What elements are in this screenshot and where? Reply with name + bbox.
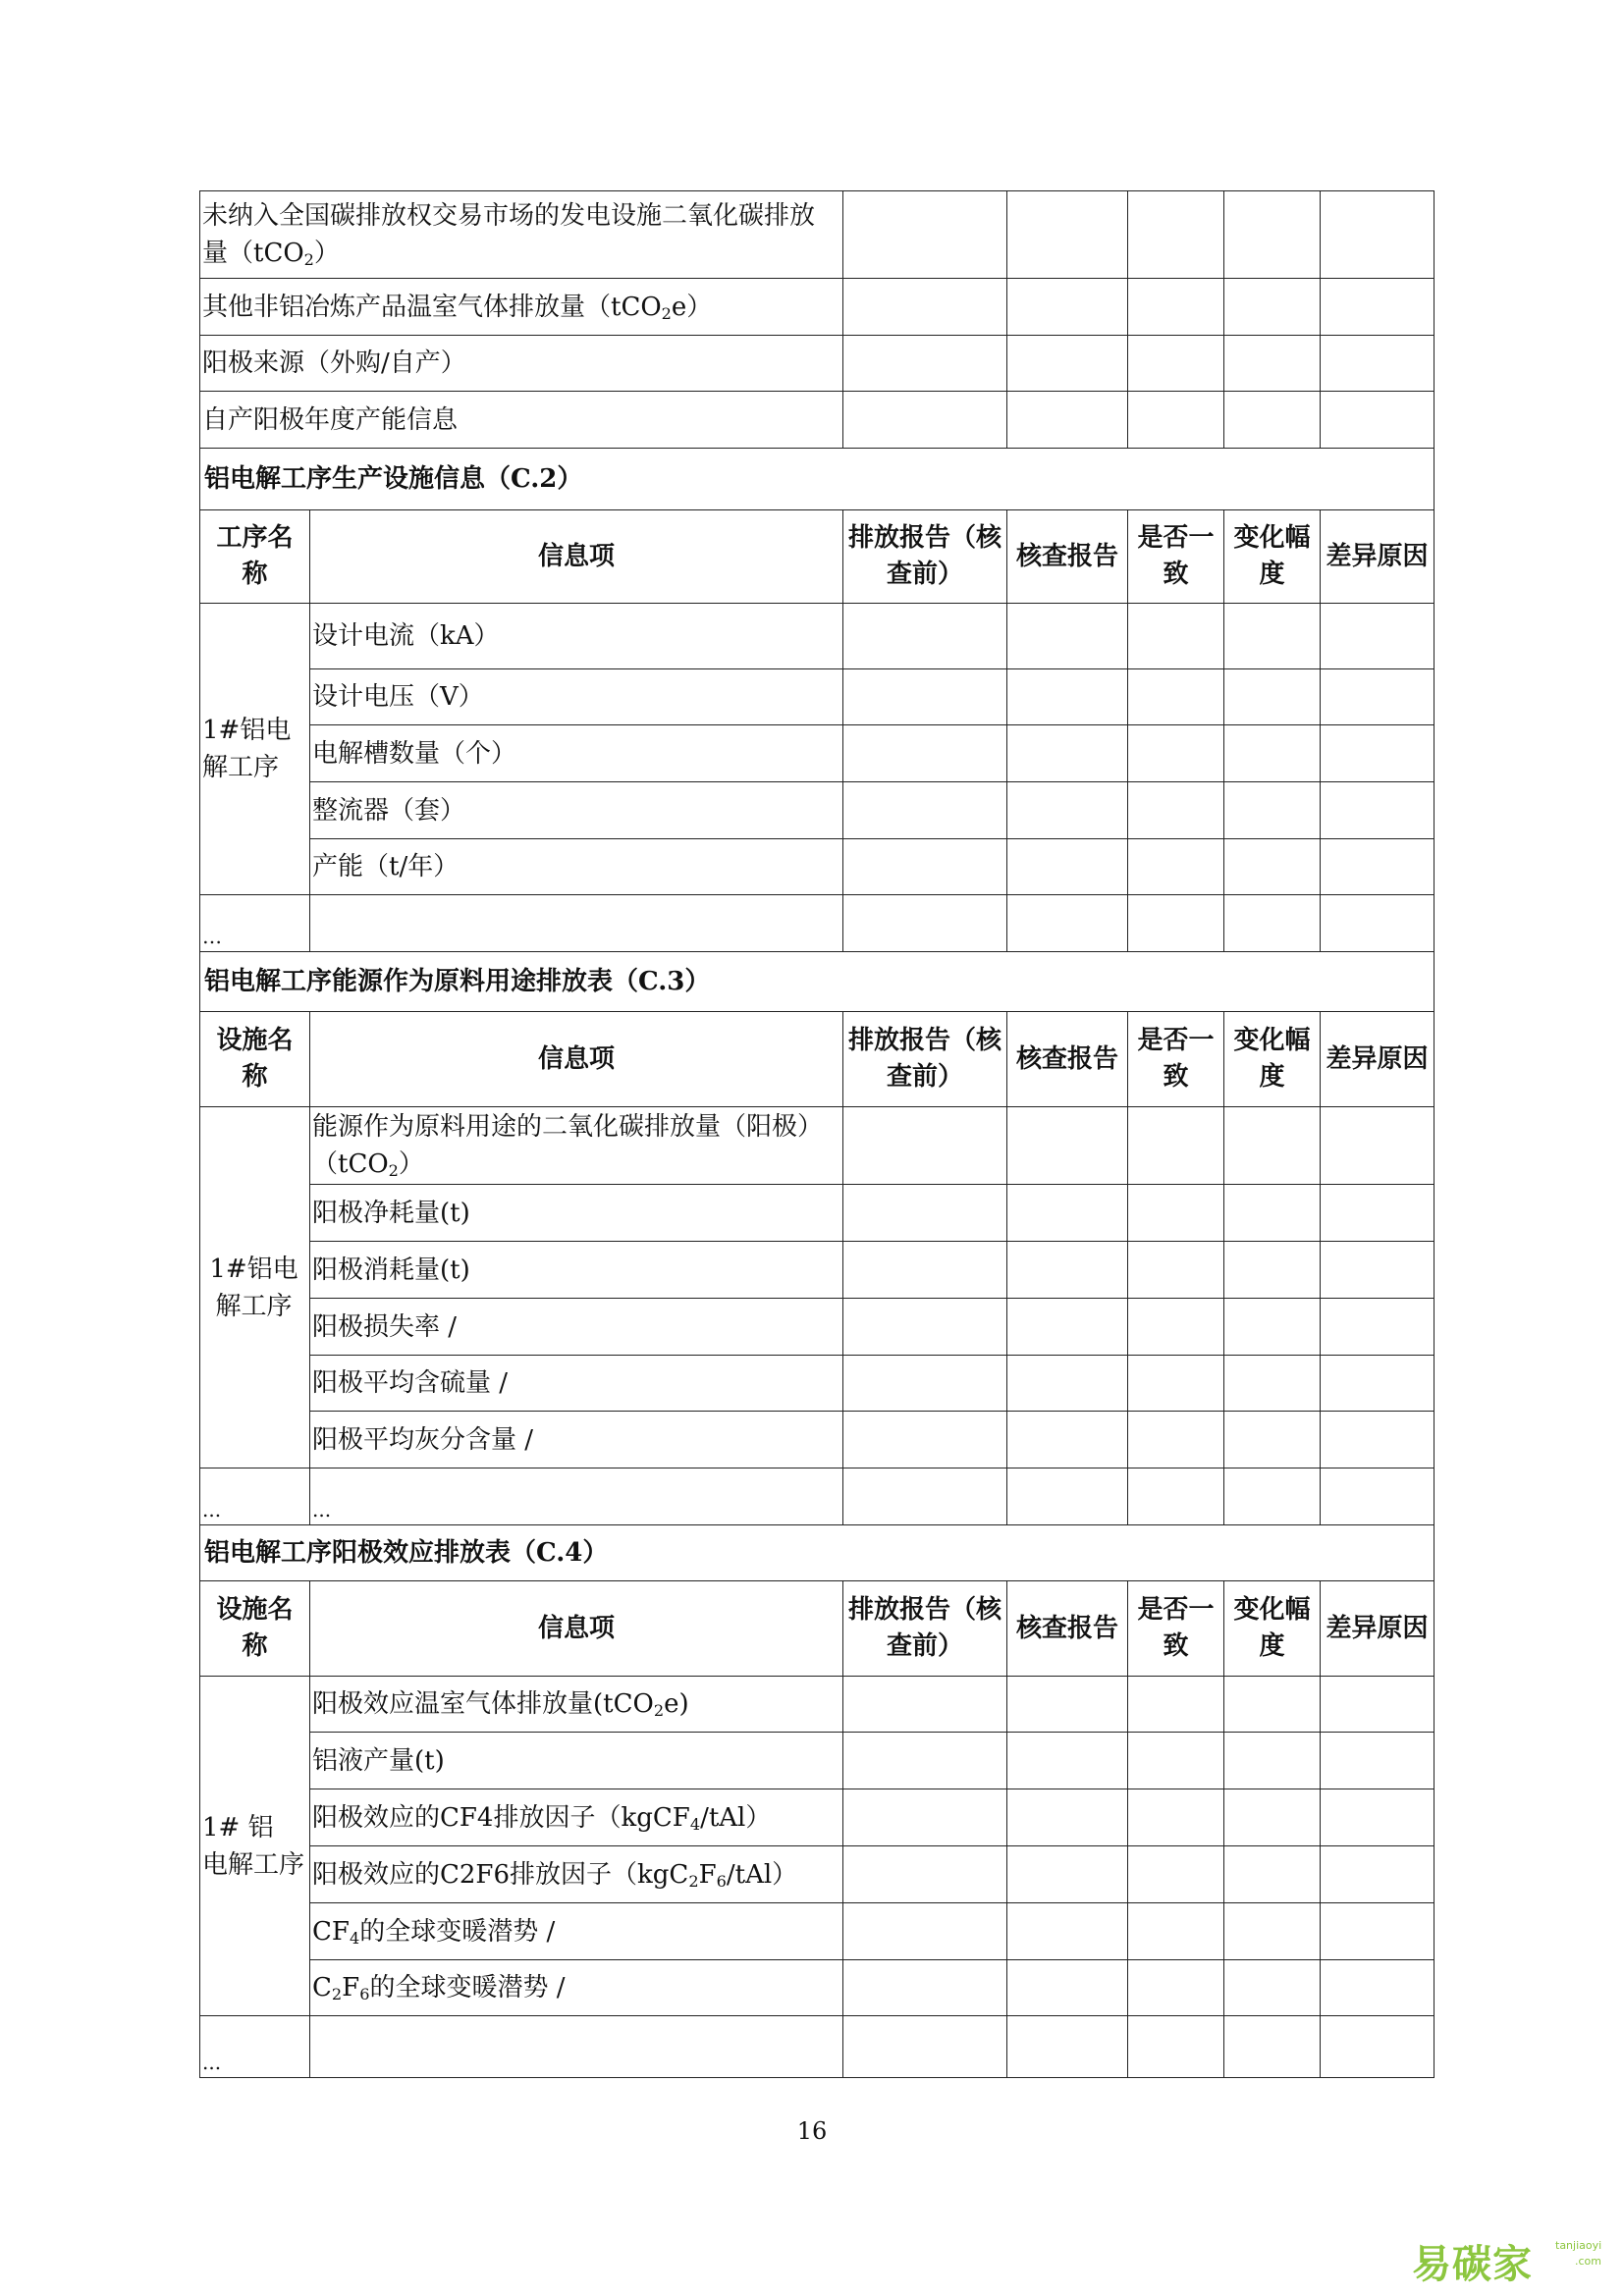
section-title-row: [200, 952, 1435, 1012]
difference-reason-cell[interactable]: [1321, 782, 1435, 839]
difference-reason-cell[interactable]: [1321, 1412, 1435, 1468]
info-item-cell[interactable]: [310, 2016, 843, 2078]
emission-report-cell[interactable]: [843, 1299, 1007, 1356]
difference-reason-cell[interactable]: [1321, 2016, 1435, 2078]
emission-report-cell[interactable]: [843, 895, 1007, 952]
header-info-item: 信息项: [310, 1012, 843, 1107]
emission-report-cell[interactable]: [843, 1107, 1007, 1185]
table-row: [200, 1412, 1435, 1468]
verification-report-cell[interactable]: [1007, 1412, 1128, 1468]
header-row: [200, 510, 1435, 604]
info-item-cell: $CF_4$的全球变暖潜势 /: [310, 1903, 843, 1960]
ellipsis-cell: ...: [200, 2016, 310, 2078]
table-row: [200, 1242, 1435, 1299]
table-row: [200, 336, 1435, 392]
emission-report-cell[interactable]: [843, 336, 1007, 392]
ellipsis-cell: …: [200, 895, 310, 952]
header-difference-reason: 差异原因: [1321, 1581, 1435, 1677]
verification-report-cell[interactable]: [1007, 895, 1128, 952]
change-range-cell[interactable]: [1224, 1107, 1321, 1185]
header-facility: 设施名称: [200, 1581, 310, 1677]
emission-report-cell[interactable]: [843, 1789, 1007, 1846]
consistent-cell[interactable]: [1128, 1733, 1224, 1789]
verification-report-cell[interactable]: [1007, 336, 1128, 392]
change-range-cell[interactable]: [1224, 279, 1321, 336]
header-emission-report: 排放报告（核查前）: [843, 1012, 1007, 1107]
consistent-cell[interactable]: [1128, 725, 1224, 782]
difference-reason-cell[interactable]: [1321, 669, 1435, 725]
consistent-cell[interactable]: [1128, 1677, 1224, 1733]
change-range-cell[interactable]: [1224, 839, 1321, 895]
change-range-cell[interactable]: [1224, 1733, 1321, 1789]
emission-report-cell[interactable]: [843, 1356, 1007, 1412]
info-item-cell: 阳极效应温室气体排放量(tCO$_2$e): [310, 1677, 843, 1733]
emission-report-cell[interactable]: [843, 279, 1007, 336]
info-item-cell: 阳极净耗量(t): [310, 1185, 843, 1242]
change-range-cell[interactable]: [1224, 2016, 1321, 2078]
info-item-cell: 整流器（套）: [310, 782, 843, 839]
table-row: [200, 1903, 1435, 1960]
facility-name-cell: 1#铝电解工序: [200, 1107, 310, 1468]
info-item-cell: $C_2F_6$的全球变暖潜势 /: [310, 1960, 843, 2016]
facility-name-cell: 1# 铝 电解工序: [200, 1677, 310, 2016]
consistent-cell[interactable]: [1128, 1903, 1224, 1960]
header-row: [200, 1581, 1435, 1677]
emission-report-cell[interactable]: [843, 782, 1007, 839]
ellipsis-cell: ...: [310, 1468, 843, 1525]
consistent-cell[interactable]: [1128, 279, 1224, 336]
table-row: [200, 1468, 1435, 1525]
consistent-cell[interactable]: [1128, 1846, 1224, 1903]
consistent-cell[interactable]: [1128, 1789, 1224, 1846]
difference-reason-cell[interactable]: [1321, 1846, 1435, 1903]
table-row: [200, 1789, 1435, 1846]
verification-report-cell[interactable]: [1007, 1789, 1128, 1846]
emission-report-cell[interactable]: [843, 839, 1007, 895]
info-item-cell: 电解槽数量（个）: [310, 725, 843, 782]
header-row: [200, 1012, 1435, 1107]
info-item-cell: 阳极效应的CF4排放因子（kgCF$_4$/tAl）: [310, 1789, 843, 1846]
emission-report-cell[interactable]: [843, 1846, 1007, 1903]
consistent-cell[interactable]: [1128, 1960, 1224, 2016]
table-row: [200, 782, 1435, 839]
difference-reason-cell[interactable]: [1321, 279, 1435, 336]
header-change-range: 变化幅度: [1224, 1581, 1321, 1677]
header-difference-reason: 差异原因: [1321, 1012, 1435, 1107]
difference-reason-cell[interactable]: [1321, 1356, 1435, 1412]
section-title-c4: 铝电解工序阳极效应排放表（C.4）: [200, 1525, 1435, 1581]
info-item-cell: 未纳入全国碳排放权交易市场的发电设施二氧化碳排放量（tCO$_2$）: [200, 191, 843, 279]
header-facility: 设施名称: [200, 1012, 310, 1107]
change-range-cell[interactable]: [1224, 1677, 1321, 1733]
header-difference-reason: 差异原因: [1321, 510, 1435, 604]
change-range-cell[interactable]: [1224, 725, 1321, 782]
header-consistent: 是否一致: [1128, 1012, 1224, 1107]
change-range-cell[interactable]: [1224, 669, 1321, 725]
difference-reason-cell[interactable]: [1321, 604, 1435, 669]
header-facility: 工序名称: [200, 510, 310, 604]
consistent-cell[interactable]: [1128, 1356, 1224, 1412]
page-number: 16: [796, 2117, 828, 2145]
table-row: [200, 1107, 1435, 1185]
difference-reason-cell[interactable]: [1321, 1242, 1435, 1299]
watermark-domain: tanjiaoyi: [1555, 2239, 1602, 2252]
consistent-cell[interactable]: [1128, 1107, 1224, 1185]
header-info-item: 信息项: [310, 1581, 843, 1677]
verification-report-cell[interactable]: [1007, 1468, 1128, 1525]
change-range-cell[interactable]: [1224, 1299, 1321, 1356]
verification-report-cell[interactable]: [1007, 1960, 1128, 2016]
verification-report-cell[interactable]: [1007, 1677, 1128, 1733]
change-range-cell[interactable]: [1224, 1356, 1321, 1412]
difference-reason-cell[interactable]: [1321, 1107, 1435, 1185]
difference-reason-cell[interactable]: [1321, 895, 1435, 952]
change-range-cell[interactable]: [1224, 604, 1321, 669]
info-item-cell: 能源作为原料用途的二氧化碳排放量（阳极）（tCO$_2$）: [310, 1107, 843, 1185]
info-item-cell: 其他非铝冶炼产品温室气体排放量（tCO$_2$e）: [200, 279, 843, 336]
verification-report-cell[interactable]: [1007, 1107, 1128, 1185]
emission-report-cell[interactable]: [843, 1412, 1007, 1468]
table-row: [200, 392, 1435, 449]
change-range-cell[interactable]: [1224, 1412, 1321, 1468]
table-row: [200, 191, 1435, 279]
change-range-cell[interactable]: [1224, 895, 1321, 952]
verification-report-cell[interactable]: [1007, 839, 1128, 895]
info-item-cell: 阳极消耗量(t): [310, 1242, 843, 1299]
header-info-item: 信息项: [310, 510, 843, 604]
change-range-cell[interactable]: [1224, 336, 1321, 392]
verification-report-cell[interactable]: [1007, 392, 1128, 449]
verification-report-cell[interactable]: [1007, 1846, 1128, 1903]
info-item-cell: 阳极来源（外购/自产）: [200, 336, 843, 392]
change-range-cell[interactable]: [1224, 1242, 1321, 1299]
watermark-logo: [1412, 2231, 1618, 2290]
difference-reason-cell[interactable]: [1321, 1299, 1435, 1356]
emission-report-cell[interactable]: [843, 669, 1007, 725]
table-row: [200, 1846, 1435, 1903]
table-row: [200, 279, 1435, 336]
consistent-cell[interactable]: [1128, 392, 1224, 449]
verification-report-cell[interactable]: [1007, 279, 1128, 336]
consistent-cell[interactable]: [1128, 2016, 1224, 2078]
header-change-range: 变化幅度: [1224, 1012, 1321, 1107]
emission-report-cell[interactable]: [843, 1468, 1007, 1525]
header-verification-report: 核查报告: [1007, 1581, 1128, 1677]
consistent-cell[interactable]: [1128, 895, 1224, 952]
difference-reason-cell[interactable]: [1321, 1468, 1435, 1525]
table-row: [200, 604, 1435, 669]
emission-report-cell[interactable]: [843, 1677, 1007, 1733]
header-verification-report: 核查报告: [1007, 510, 1128, 604]
section-title-c2: 铝电解工序生产设施信息（C.2）: [200, 449, 1435, 510]
info-item-cell: 阳极平均含硫量 /: [310, 1356, 843, 1412]
header-verification-report: 核查报告: [1007, 1012, 1128, 1107]
table-row: [200, 1356, 1435, 1412]
verification-report-cell[interactable]: [1007, 1356, 1128, 1412]
table-row: [200, 839, 1435, 895]
info-item-cell: 设计电压（V）: [310, 669, 843, 725]
verification-report-cell[interactable]: [1007, 1299, 1128, 1356]
emission-report-cell[interactable]: [843, 725, 1007, 782]
emission-report-cell[interactable]: [843, 604, 1007, 669]
watermark-text: 易碳家: [1412, 2242, 1533, 2287]
emission-report-cell[interactable]: [843, 1903, 1007, 1960]
header-consistent: 是否一致: [1128, 510, 1224, 604]
consistent-cell[interactable]: [1128, 1468, 1224, 1525]
header-consistent: 是否一致: [1128, 1581, 1224, 1677]
difference-reason-cell[interactable]: [1321, 191, 1435, 279]
change-range-cell[interactable]: [1224, 782, 1321, 839]
table-row: [200, 669, 1435, 725]
table-row: [200, 1299, 1435, 1356]
consistent-cell[interactable]: [1128, 839, 1224, 895]
table-row: [200, 1185, 1435, 1242]
verification-report-cell[interactable]: [1007, 725, 1128, 782]
info-item-cell: 铝液产量(t): [310, 1733, 843, 1789]
verification-report-cell[interactable]: [1007, 1242, 1128, 1299]
verification-report-cell[interactable]: [1007, 1733, 1128, 1789]
difference-reason-cell[interactable]: [1321, 392, 1435, 449]
emission-report-cell[interactable]: [843, 1242, 1007, 1299]
emission-report-cell[interactable]: [843, 191, 1007, 279]
verification-report-cell[interactable]: [1007, 2016, 1128, 2078]
difference-reason-cell[interactable]: [1321, 1733, 1435, 1789]
change-range-cell[interactable]: [1224, 1185, 1321, 1242]
table-row: [200, 1960, 1435, 2016]
change-range-cell[interactable]: [1224, 1960, 1321, 2016]
difference-reason-cell[interactable]: [1321, 1903, 1435, 1960]
table-row: [200, 2016, 1435, 2078]
difference-reason-cell[interactable]: [1321, 725, 1435, 782]
table-row: [200, 895, 1435, 952]
facility-name-cell: 1#铝电解工序: [200, 604, 310, 895]
info-item-cell: 设计电流（kA）: [310, 604, 843, 669]
header-emission-report: 排放报告（核查前）: [843, 510, 1007, 604]
consistent-cell[interactable]: [1128, 604, 1224, 669]
change-range-cell[interactable]: [1224, 1789, 1321, 1846]
change-range-cell[interactable]: [1224, 1903, 1321, 1960]
verification-report-cell[interactable]: [1007, 782, 1128, 839]
verification-report-cell[interactable]: [1007, 604, 1128, 669]
difference-reason-cell[interactable]: [1321, 1960, 1435, 2016]
consistent-cell[interactable]: [1128, 1185, 1224, 1242]
info-item-cell[interactable]: [310, 895, 843, 952]
header-emission-report: 排放报告（核查前）: [843, 1581, 1007, 1677]
info-item-cell: 阳极效应的C2F6排放因子$(kgC_2F_6/tAl)$: [310, 1846, 843, 1903]
change-range-cell[interactable]: [1224, 1468, 1321, 1525]
consistent-cell[interactable]: [1128, 1242, 1224, 1299]
section-title-row: [200, 1525, 1435, 1581]
section-title-c3: 铝电解工序能源作为原料用途排放表（C.3）: [200, 952, 1435, 1012]
ellipsis-cell: ...: [200, 1468, 310, 1525]
emission-report-cell[interactable]: [843, 392, 1007, 449]
watermark-domain-suffix: .com: [1575, 2255, 1601, 2268]
table-row: [200, 1677, 1435, 1733]
section-title-row: [200, 449, 1435, 510]
consistent-cell[interactable]: [1128, 191, 1224, 279]
info-item-cell: 阳极损失率 /: [310, 1299, 843, 1356]
verification-report-cell[interactable]: [1007, 1903, 1128, 1960]
change-range-cell[interactable]: [1224, 392, 1321, 449]
info-item-cell: 自产阳极年度产能信息: [200, 392, 843, 449]
table-row: [200, 725, 1435, 782]
difference-reason-cell[interactable]: [1321, 1677, 1435, 1733]
table-row: [200, 1733, 1435, 1789]
header-change-range: 变化幅度: [1224, 510, 1321, 604]
info-item-cell: 阳极平均灰分含量 /: [310, 1412, 843, 1468]
verification-report-cell[interactable]: [1007, 669, 1128, 725]
difference-reason-cell[interactable]: [1321, 1185, 1435, 1242]
consistent-cell[interactable]: [1128, 669, 1224, 725]
change-range-cell[interactable]: [1224, 1846, 1321, 1903]
consistent-cell[interactable]: [1128, 336, 1224, 392]
info-item-cell: 产能（t/年）: [310, 839, 843, 895]
difference-reason-cell[interactable]: [1321, 336, 1435, 392]
consistent-cell[interactable]: [1128, 1299, 1224, 1356]
difference-reason-cell[interactable]: [1321, 839, 1435, 895]
verification-report-cell[interactable]: [1007, 1185, 1128, 1242]
change-range-cell[interactable]: [1224, 191, 1321, 279]
emission-report-cell[interactable]: [843, 1185, 1007, 1242]
emission-report-cell[interactable]: [843, 2016, 1007, 2078]
verification-table: [199, 190, 1435, 2078]
consistent-cell[interactable]: [1128, 1412, 1224, 1468]
consistent-cell[interactable]: [1128, 782, 1224, 839]
emission-report-cell[interactable]: [843, 1960, 1007, 2016]
emission-report-cell[interactable]: [843, 1733, 1007, 1789]
verification-report-cell[interactable]: [1007, 191, 1128, 279]
difference-reason-cell[interactable]: [1321, 1789, 1435, 1846]
